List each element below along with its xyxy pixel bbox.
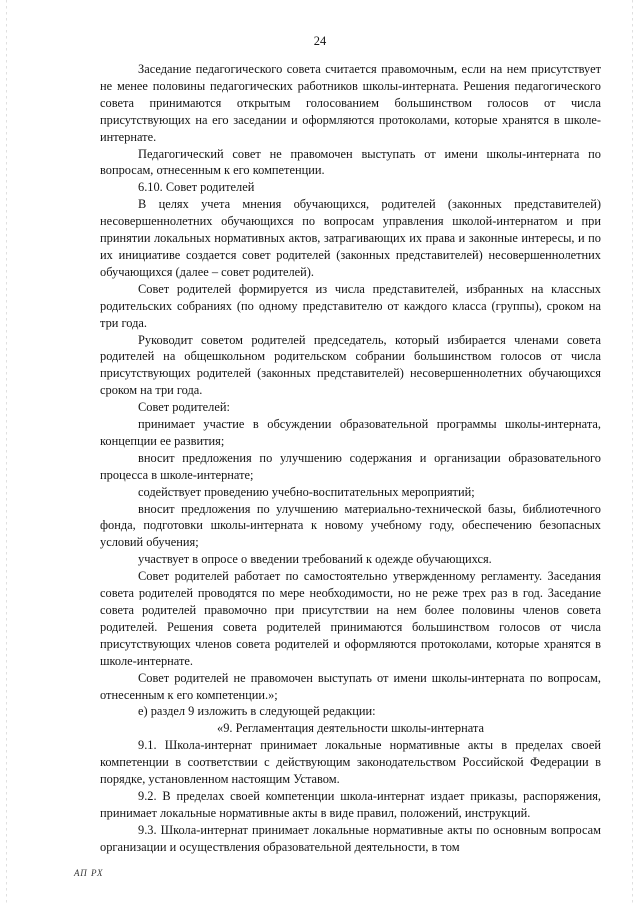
paragraph: Педагогический совет не правомочен выступать от имени школы-интерната по вопросам, отнесенным к его компетенции. [100,146,601,178]
list-item: принимает участие в обсуждении образовательной программы школы-интерната, концепции ее развития; [100,417,601,448]
section-heading: «9. Регламентация деятельности школы-интерната [217,721,484,736]
paragraph: 9.3. Школа-интернат принимает локальные нормативные акты по основным вопросам организации и осуществления образовательной деятельности, в том [100,822,601,854]
paragraph: В целях учета мнения обучающихся, родителей (законных представителей) несовершеннолетних обучающихся по вопросам управления школой-интернатом и при принятии локальных нормативных актов, затрагивающих их права и законные интересы, и по их инициативе создается совет родителей (законных представителей) несовершеннолетних обучающихся (далее – совет родителей). [100,197,601,279]
paragraph: е) раздел 9 изложить в следующей редакции: [138,704,376,719]
paragraph: 9.1. Школа-интернат принимает локальные нормативные акты в пределах своей компетенции в соответствии с действующим законодательством Российской Федерации в порядке, установленном настоящим Уставом. [100,738,601,787]
paragraph: Руководит советом родителей председатель, который избирается членами совета родителей на общешкольном родительском собрании большинством голосов от числа присутствующих родителей (законных представителей) несовершеннолетних обучающихся сроком на три года. [100,332,601,398]
section-heading: 6.10. Совет родителей [138,180,255,195]
paragraph: Совет родителей не правомочен выступать от имени школы-интерната по вопросам, отнесенным к его компетенции.»; [100,670,601,702]
document-body [100,61,601,856]
footer-stamp-mark: АП РХ [74,868,104,878]
page-number: 24 [313,34,327,48]
paragraph: Совет родителей работает по самостоятельно утвержденному регламенту. Заседания совета родителей проводятся по мере необходимости, но не реже трех раз в год. Заседание совета родителей правомочно при присутствии на нем более половины членов совета родителей. Решения совета родителей принимаются большинством голосов от числа присутствующих членов совета родителей и оформляются протоколами, которые хранятся в школе-интернате. [100,569,601,668]
paragraph: Совет родителей: [138,400,230,415]
paragraph: Заседание педагогического совета считается правомочным, если на нем присутствует не менее половины педагогических работников школы-интерната. Решения педагогического совета принимаются открытым голосованием большинством голосов от числа присутствующих на его заседании и оформляются протоколами, которые хранятся в школе-интернате. [100,62,601,144]
left-margin-dots [6,0,7,905]
paragraph: 9.2. В пределах своей компетенции школа-интернат издает приказы, распоряжения, принимает локальные нормативные акты в виде правил, положений, инструкций. [100,788,601,820]
list-item: вносит предложения по улучшению материально-технической базы, библиотечного фонда, подготовки школы-интерната к новому учебному году, обеспечению безопасных условий обучения; [100,501,601,550]
right-margin-dots [632,0,633,905]
list-item: участвует в опросе о введении требований к одежде обучающихся. [138,552,492,567]
list-item: вносит предложения по улучшению содержания и организации образовательного процесса в школе-интернате; [100,450,601,482]
paragraph: Совет родителей формируется из числа представителей, избранных на классных родительских собраниях (по одному представителю от каждого класса (группы), сроком на три года. [100,281,601,330]
list-item: содействует проведению учебно-воспитательных мероприятий; [138,484,475,499]
